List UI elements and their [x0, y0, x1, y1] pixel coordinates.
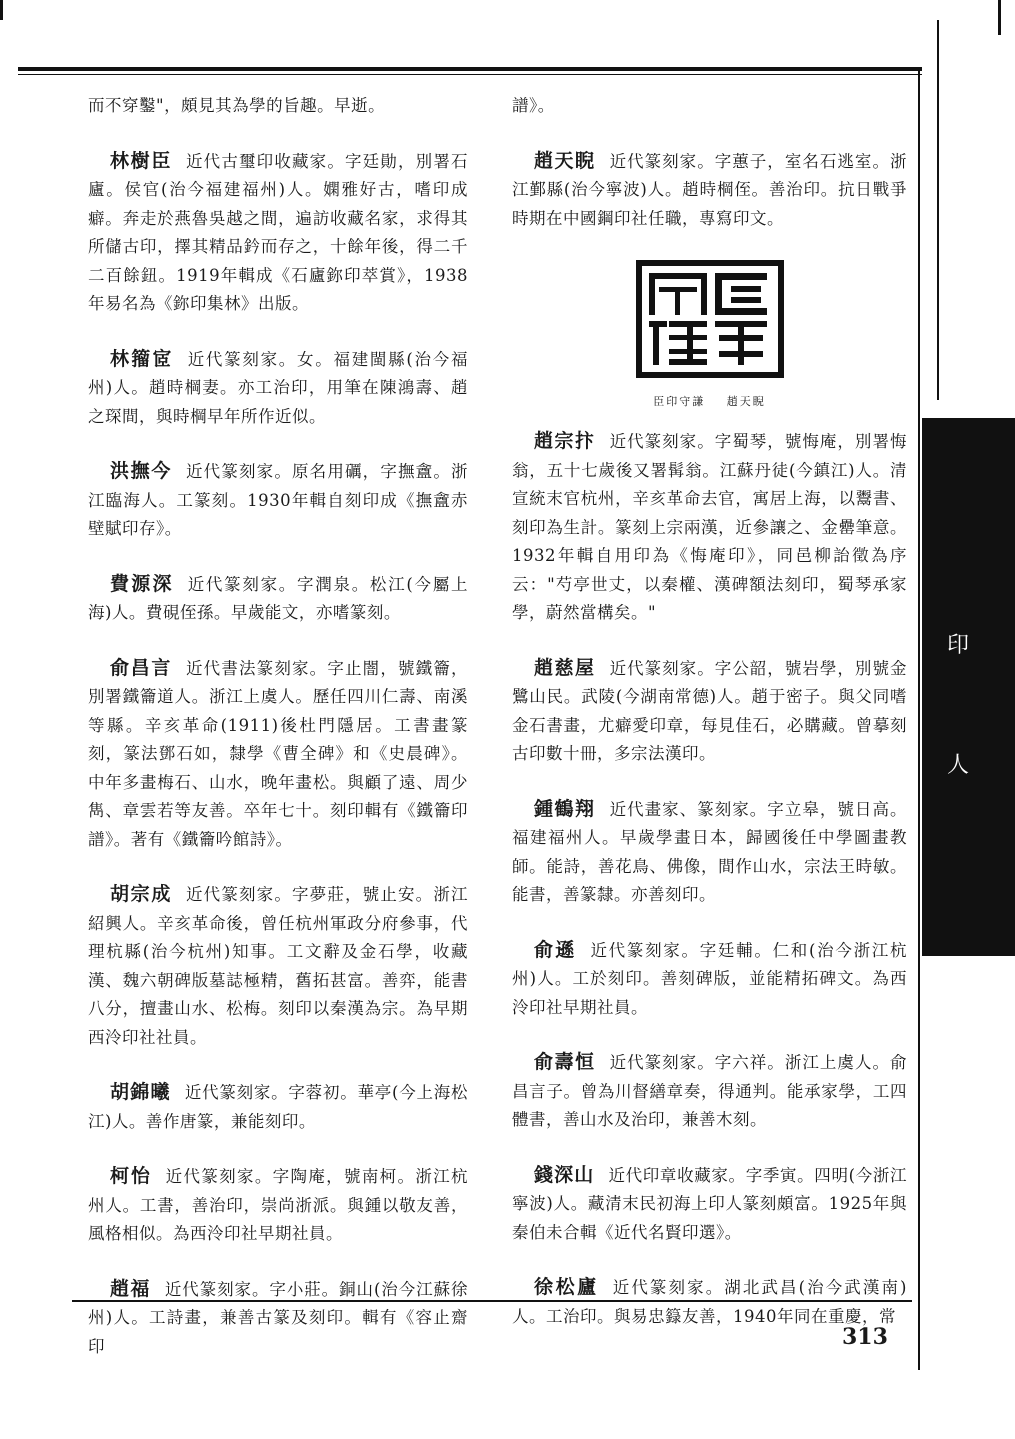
entry-text: 近代篆刻家。女。福建閩縣(治今福州)人。趙時棡妻。亦工治印，用筆在陳鴻壽、趙之琛間，與時棡早年所作近似。 — [88, 349, 468, 426]
entry-text: 近代篆刻家。原名用礪，字撫盦。浙江臨海人。工篆刻。1930年輯自刻印成《撫盦赤壁賦印存》。 — [88, 462, 468, 538]
entry-name: 趙慈屋 — [534, 656, 596, 679]
top-rule-thin — [18, 74, 922, 75]
right-entries-after-seal — [512, 427, 907, 1331]
entry-text: 近代書法篆刻家。字止闇，號鐵籥，別署鐵籥道人。浙江上虞人。歷任四川仁壽、南溪等縣。辛亥革命(1911)後杜門隱居。工書畫篆刻，篆法鄧石如，隸學《曹全碑》和《史晨碑》。中年多畫梅石、山水，晚年畫松。與顧了遠、周少雋、章雲若等友善。卒年七十。刻印輯有《鐵籥印譜》。著有《鐵籥吟館詩》。 — [88, 658, 468, 849]
top-right-mark — [998, 0, 1001, 35]
right-entries-before-seal — [512, 147, 907, 234]
entry-name: 俞壽恒 — [534, 1051, 596, 1073]
biography-entry — [88, 147, 468, 319]
biography-entry — [512, 936, 907, 1023]
page-number: 313 — [842, 1324, 888, 1350]
seal-caption — [512, 393, 907, 409]
left-continuation-text: 而不穿鑿"，頗見其為學的旨趣。早逝。 — [88, 96, 386, 115]
biography-entry — [512, 147, 907, 234]
biography-entry — [512, 427, 907, 628]
entry-text: 近代篆刻家。字夢莊，號止安。浙江紹興人。辛亥革命後，曾任杭州軍政分府參事，代理杭縣(治今杭州)知事。工文辭及金石學，收藏漢、魏六朝碑版墓誌極精，舊拓甚富。善弈，能書八分，擅畫山水、松梅。刻印以秦漢為宗。為早期西泠印社社員。 — [88, 885, 468, 1047]
left-edge-mark — [0, 0, 3, 20]
entry-text: 近代畫家、篆刻家。字立皋，號日高。福建福州人。早歲學畫日本，歸國後任中學圖畫教師。能詩，善花鳥、佛像，間作山水，宗法王時敏。能書，善篆隸。亦善刻印。 — [512, 799, 907, 904]
biography-entry — [88, 654, 468, 855]
entry-name: 柯怡 — [110, 1165, 152, 1187]
biography-entry — [512, 1161, 907, 1248]
biography-entry — [512, 1048, 907, 1135]
entry-text: 近代篆刻家。字公韶，號岩學，別號金鷺山民。武陵(今湖南常德)人。趙于密子。與父同嗜金石書畫，尤癖愛印章，每見佳石，必購藏。曾摹刻古印數十冊，多宗法漢印。 — [512, 658, 907, 763]
entry-text: 近代篆刻家。字六祥。浙江上虞人。俞昌言子。曾為川督繕章奏，得通判。能承家學，工四體書，善山水及治印，兼善木刻。 — [512, 1053, 907, 1129]
entry-name: 林樹臣 — [110, 149, 172, 172]
entry-name: 徐松廬 — [534, 1276, 599, 1298]
right-border-line — [918, 70, 920, 1370]
entry-name: 鍾鶴翔 — [534, 797, 596, 820]
biography-entry — [512, 654, 907, 769]
entry-name: 趙宗抃 — [534, 430, 596, 452]
entry-text: 近代篆刻家。湖北武昌(治今武漢南)人。工治印。與易忠籙友善，1940年同在重慶，常 — [512, 1278, 907, 1326]
entry-text: 近代篆刻家。字潤泉。松江(今屬上海)人。費硯侄孫。早歲能文，亦嗜篆刻。 — [88, 574, 468, 622]
entry-name: 俞昌言 — [110, 656, 172, 679]
entry-name: 費源深 — [110, 572, 174, 595]
biography-entry — [512, 1273, 907, 1331]
left-column — [88, 92, 468, 1387]
entry-text: 近代篆刻家。字廷輔。仁和(治今浙江杭州)人。工於刻印。善刻碑版，並能精拓碑文。為西泠印社早期社員。 — [512, 940, 907, 1017]
biography-entry — [88, 1078, 468, 1136]
entry-text: 近代篆刻家。字蓉初。華亭(今上海松江)人。善作唐篆，兼能刻印。 — [88, 1083, 468, 1131]
entry-text: 近代古璽印收藏家。字廷勛，別署石廬。侯官(治今福建福州)人。嫻雅好古，嗜印成癖。奔走於燕魯吳越之間，遍訪收藏名家，求得其所儲古印，擇其精品鈐而存之，十餘年後，得二千二百餘鈕。1919年輯成《石廬鉨印萃賞》，1938年易名為《鉨印集林》出版。 — [88, 151, 468, 313]
entry-name: 趙福 — [110, 1277, 151, 1300]
biography-entry — [88, 1162, 468, 1249]
left-entries — [88, 147, 468, 1362]
biography-entry — [512, 795, 907, 910]
entry-name: 趙天睨 — [534, 149, 596, 172]
far-right-edge-line — [937, 20, 939, 400]
entry-text: 近代篆刻家。字陶庵，號南柯。浙江杭州人。工書，善治印，崇尚浙派。與鍾以敬友善，風格相似。為西泠印社早期社員。 — [88, 1167, 468, 1243]
seal-impression-image — [635, 259, 785, 379]
biography-entry — [88, 1275, 468, 1362]
entry-name: 胡錦曦 — [110, 1081, 171, 1103]
entry-text: 近代印章收藏家。字季寅。四明(今浙江寧波)人。藏清末民初海上印人篆刻頗富。1925年與秦伯未合輯《近代名賢印選》。 — [512, 1165, 907, 1242]
biography-entry — [88, 345, 468, 432]
entry-name: 俞遜 — [534, 938, 577, 961]
side-thumb-tab — [922, 418, 1015, 956]
entry-name: 洪撫今 — [110, 460, 172, 482]
biography-entry — [88, 457, 468, 544]
seal-caption-author: 趙天睨 — [726, 395, 766, 408]
top-rule-thick — [18, 67, 922, 71]
side-tab-char-1: 印 — [946, 633, 969, 658]
seal-figure — [512, 259, 907, 409]
side-tab-char-2: 人 — [946, 753, 969, 778]
biography-entry — [88, 570, 468, 628]
entry-name: 林籀宧 — [110, 347, 174, 370]
right-column — [512, 92, 907, 1357]
entry-name: 胡宗成 — [110, 883, 172, 905]
right-continuation-text: 譜》。 — [512, 96, 555, 115]
biography-entry — [88, 880, 468, 1052]
entry-text: 近代篆刻家。字小莊。銅山(治今江蘇徐州)人。工詩畫，兼善古篆及刻印。輯有《容止齋印 — [88, 1279, 468, 1356]
entry-name: 錢深山 — [534, 1163, 595, 1186]
entry-text: 近代篆刻家。字蕙子，室名石逃室。浙江鄞縣(治今寧波)人。趙時棡侄。善治印。抗日戰爭時期在中國鋼印社任職，專寫印文。 — [512, 151, 907, 228]
seal-caption-text: 臣印守謙 — [653, 395, 706, 408]
entry-text: 近代篆刻家。字蜀琴，號悔庵，別署悔翁，五十七歲後又署髯翁。江蘇丹徒(今鎮江)人。清宣統末官杭州，辛亥革命去官，寓居上海，以鬻書、刻印為生計。篆刻上宗兩漢，近參讓之、金罍筆意。1932年輯自用印為《悔庵印》，同邑柳詒徵為序云："芍亭世丈，以秦權、漢碑額法刻印，蜀琴承家學，蔚然當構矣。" — [512, 432, 907, 622]
